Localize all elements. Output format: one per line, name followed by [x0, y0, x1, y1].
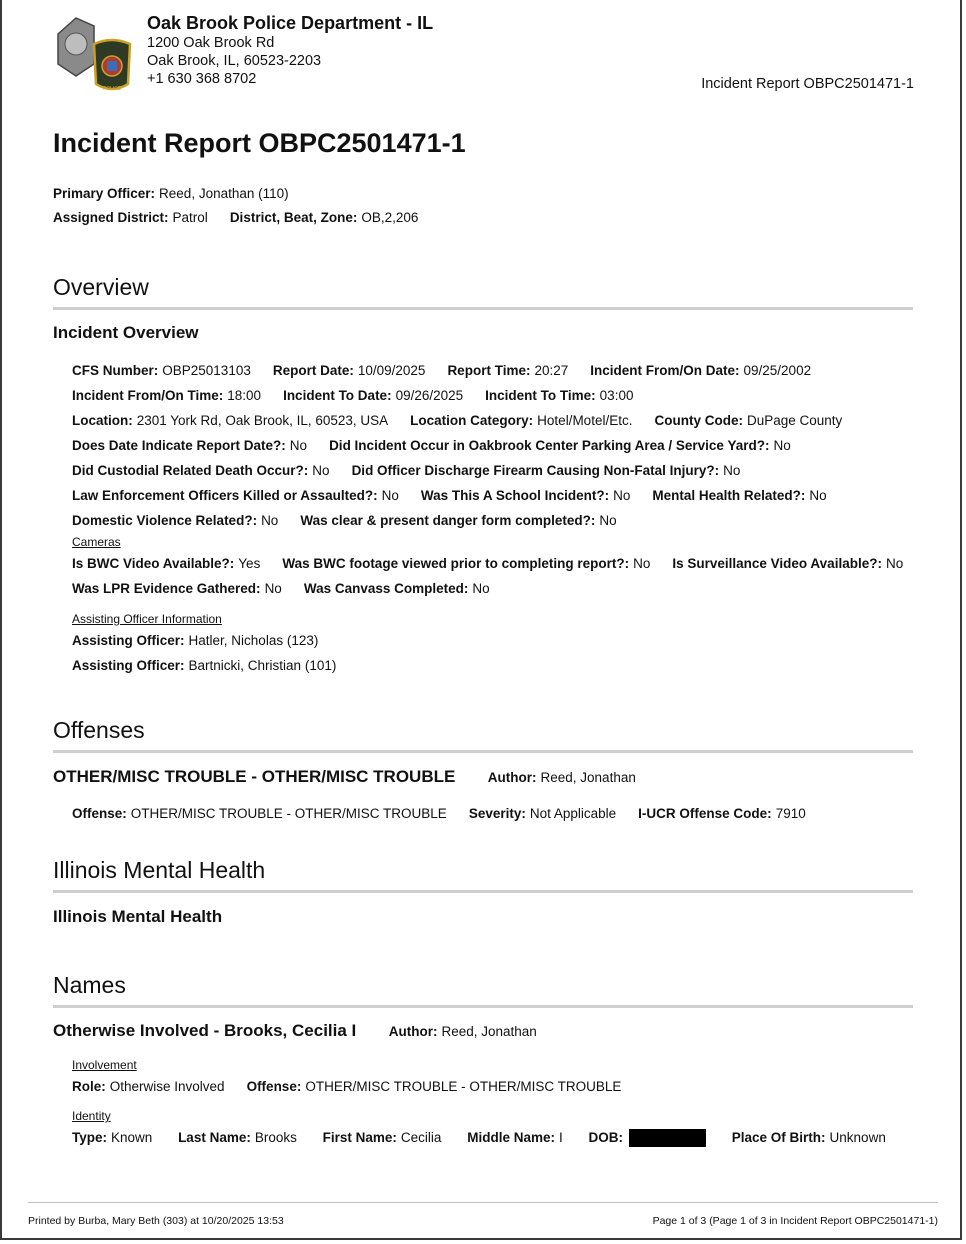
field-value: 20:27	[534, 363, 569, 378]
offense-subheading-row	[53, 767, 913, 787]
assisting-rows	[72, 628, 925, 678]
report-meta	[53, 182, 440, 230]
field-row	[72, 576, 925, 601]
field-value: Not Applicable	[529, 806, 617, 821]
overview-heading: Overview	[53, 274, 913, 310]
field-row	[72, 433, 925, 458]
camera-rows	[72, 551, 925, 601]
involvement-group-title: Involvement	[72, 1058, 137, 1072]
field-label: Does Date Indicate Report Date?:	[72, 438, 286, 453]
field-value: No	[261, 513, 279, 528]
field-value: OTHER/MISC TROUBLE - OTHER/MISC TROUBLE	[130, 806, 447, 821]
field-label: CFS Number:	[72, 363, 159, 378]
overview-section	[53, 274, 913, 310]
field-label: Was BWC footage viewed prior to completing report?:	[282, 556, 630, 571]
field-label: Domestic Violence Related?:	[72, 513, 258, 528]
assigned-district-value: Patrol	[172, 210, 208, 225]
field-label: Is Surveillance Video Available?:	[672, 556, 882, 571]
field-label: Mental Health Related?:	[652, 488, 806, 503]
field-label: Incident From/On Time:	[72, 388, 224, 403]
field-value: No	[633, 556, 651, 571]
identity-row	[72, 1125, 886, 1150]
field-row	[72, 458, 925, 483]
offense-author-label: Author:	[487, 770, 537, 785]
offense-rows	[72, 801, 828, 826]
names-subheading: Otherwise Involved - Brooks, Cecilia I	[53, 1021, 357, 1040]
field-value: 09/26/2025	[395, 388, 464, 403]
field-label: Report Time:	[447, 363, 531, 378]
primary-officer-label: Primary Officer:	[53, 186, 156, 201]
mental-health-subheading-wrap	[53, 907, 913, 927]
field-value: 10/09/2025	[357, 363, 426, 378]
mental-health-section	[53, 857, 913, 893]
primary-officer-value: Reed, Jonathan (110)	[159, 186, 289, 201]
assisting-officer-group-title: Assisting Officer Information	[72, 612, 222, 626]
names-fields	[72, 1056, 886, 1150]
field-value: No	[773, 438, 791, 453]
involvement-rows	[72, 1074, 886, 1099]
field-value: No	[885, 556, 904, 571]
field-value: Hatler, Nicholas (123)	[188, 633, 319, 648]
field-label: Location Category:	[410, 413, 534, 428]
overview-rows	[72, 358, 925, 533]
field-value: 2301 York Rd, Oak Brook, IL, 60523, USA	[136, 413, 389, 428]
identity-dob-label: DOB:	[588, 1130, 623, 1145]
field-label: I-UCR Offense Code:	[638, 806, 772, 821]
overview-subheading-wrap	[53, 323, 913, 343]
agency-address-line1: 1200 Oak Brook Rd	[147, 35, 275, 51]
identity-middle-name-value: I	[558, 1130, 563, 1145]
offense-subheading: OTHER/MISC TROUBLE - OTHER/MISC TROUBLE	[53, 767, 456, 786]
field-row	[72, 508, 925, 533]
field-label: Law Enforcement Officers Killed or Assaulted?:	[72, 488, 378, 503]
agency-name: Oak Brook Police Department - IL	[147, 13, 434, 33]
field-label: Did Custodial Related Death Occur?:	[72, 463, 309, 478]
field-value: 7910	[775, 806, 806, 821]
field-value: No	[809, 488, 827, 503]
field-label: County Code:	[654, 413, 743, 428]
offenses-section	[53, 717, 913, 753]
field-row	[72, 358, 925, 383]
identity-last-name-label: Last Name:	[178, 1130, 251, 1145]
field-row	[72, 628, 925, 653]
field-row	[72, 551, 925, 576]
page-footer	[28, 1202, 938, 1227]
cameras-group-title: Cameras	[72, 535, 121, 549]
agency-phone: +1 630 368 8702	[147, 71, 257, 87]
report-title: Incident Report OBPC2501471-1	[53, 128, 466, 158]
identity-middle-name-label: Middle Name:	[467, 1130, 555, 1145]
identity-place-of-birth-label: Place Of Birth:	[731, 1130, 826, 1145]
field-row	[72, 408, 925, 433]
identity-last-name-value: Brooks	[254, 1130, 297, 1145]
field-value: No	[264, 581, 282, 596]
names-subheading-row	[53, 1021, 913, 1041]
names-section	[53, 972, 913, 1008]
field-value: OBP25013103	[162, 363, 251, 378]
field-value: No	[599, 513, 617, 528]
field-label: Assisting Officer:	[72, 658, 185, 673]
field-label: Location:	[72, 413, 133, 428]
identity-place-of-birth-value: Unknown	[829, 1130, 886, 1145]
police-badge-logo	[54, 14, 134, 94]
page-info-text: Page 1 of 3 (Page 1 of 3 in Incident Report OBPC2501471-1)	[652, 1215, 938, 1227]
overview-fields	[72, 358, 925, 678]
field-label: Incident To Date:	[283, 388, 392, 403]
field-value: Yes	[238, 556, 261, 571]
field-value: Hotel/Motel/Etc.	[537, 413, 633, 428]
offenses-heading: Offenses	[53, 717, 913, 753]
dob-redaction-bar	[629, 1129, 706, 1147]
field-label: Did Incident Occur in Oakbrook Center Parking Area / Service Yard?:	[329, 438, 770, 453]
field-value: DuPage County	[746, 413, 843, 428]
incident-overview-subheading: Incident Overview	[53, 323, 199, 342]
field-label: Incident To Time:	[485, 388, 596, 403]
field-value: No	[723, 463, 741, 478]
header-report-ref: Incident Report OBPC2501471-1	[701, 76, 914, 92]
field-value: No	[613, 488, 631, 503]
field-label: Offense:	[72, 806, 127, 821]
field-value: Otherwise Involved	[109, 1079, 225, 1094]
field-value: OTHER/MISC TROUBLE - OTHER/MISC TROUBLE	[305, 1079, 622, 1094]
field-label: Incident From/On Date:	[590, 363, 740, 378]
field-label: Offense:	[246, 1079, 302, 1094]
field-row	[72, 1074, 886, 1099]
field-label: Was clear & present danger form completed?:	[300, 513, 596, 528]
logo-text: POLICE	[103, 86, 121, 92]
field-label: Did Officer Discharge Firearm Causing Non-Fatal Injury?:	[351, 463, 720, 478]
names-author-label: Author:	[388, 1024, 438, 1039]
field-label: Assisting Officer:	[72, 633, 185, 648]
identity-type-label: Type:	[72, 1130, 108, 1145]
mental-health-subheading: Illinois Mental Health	[53, 907, 223, 926]
agency-header	[147, 12, 433, 88]
printed-by-text: Printed by Burba, Mary Beth (303) at 10/20/2025 13:53	[28, 1215, 284, 1227]
field-row	[72, 483, 925, 508]
field-row	[72, 653, 925, 678]
field-row	[72, 801, 828, 826]
field-label: Severity:	[468, 806, 526, 821]
field-label: Is BWC Video Available?:	[72, 556, 235, 571]
field-value: 09/25/2002	[743, 363, 812, 378]
field-value: No	[472, 581, 490, 596]
district-beat-zone-label: District, Beat, Zone:	[229, 210, 358, 225]
identity-type-value: Known	[111, 1130, 153, 1145]
district-beat-zone-value: OB,2,206	[361, 210, 419, 225]
offense-author-value: Reed, Jonathan	[540, 770, 636, 785]
names-heading: Names	[53, 972, 913, 1008]
identity-first-name-label: First Name:	[322, 1130, 397, 1145]
field-label: Was This A School Incident?:	[420, 488, 610, 503]
assigned-district-label: Assigned District:	[53, 210, 169, 225]
field-value: No	[289, 438, 308, 453]
field-label: Was LPR Evidence Gathered:	[72, 581, 261, 596]
mental-health-heading: Illinois Mental Health	[53, 857, 913, 893]
field-value: 03:00	[599, 388, 634, 403]
field-value: Bartnicki, Christian (101)	[188, 658, 337, 673]
field-value: 18:00	[227, 388, 262, 403]
field-value: No	[381, 488, 399, 503]
agency-address-line2: Oak Brook, IL, 60523-2203	[147, 53, 322, 69]
field-label: Was Canvass Completed:	[303, 581, 469, 596]
identity-group-title: Identity	[72, 1109, 111, 1123]
field-label: Role:	[72, 1079, 106, 1094]
field-row	[72, 383, 925, 408]
identity-first-name-value: Cecilia	[400, 1130, 442, 1145]
field-value: No	[312, 463, 330, 478]
offense-fields	[72, 801, 828, 826]
names-author-value: Reed, Jonathan	[441, 1024, 537, 1039]
field-label: Report Date:	[272, 363, 354, 378]
